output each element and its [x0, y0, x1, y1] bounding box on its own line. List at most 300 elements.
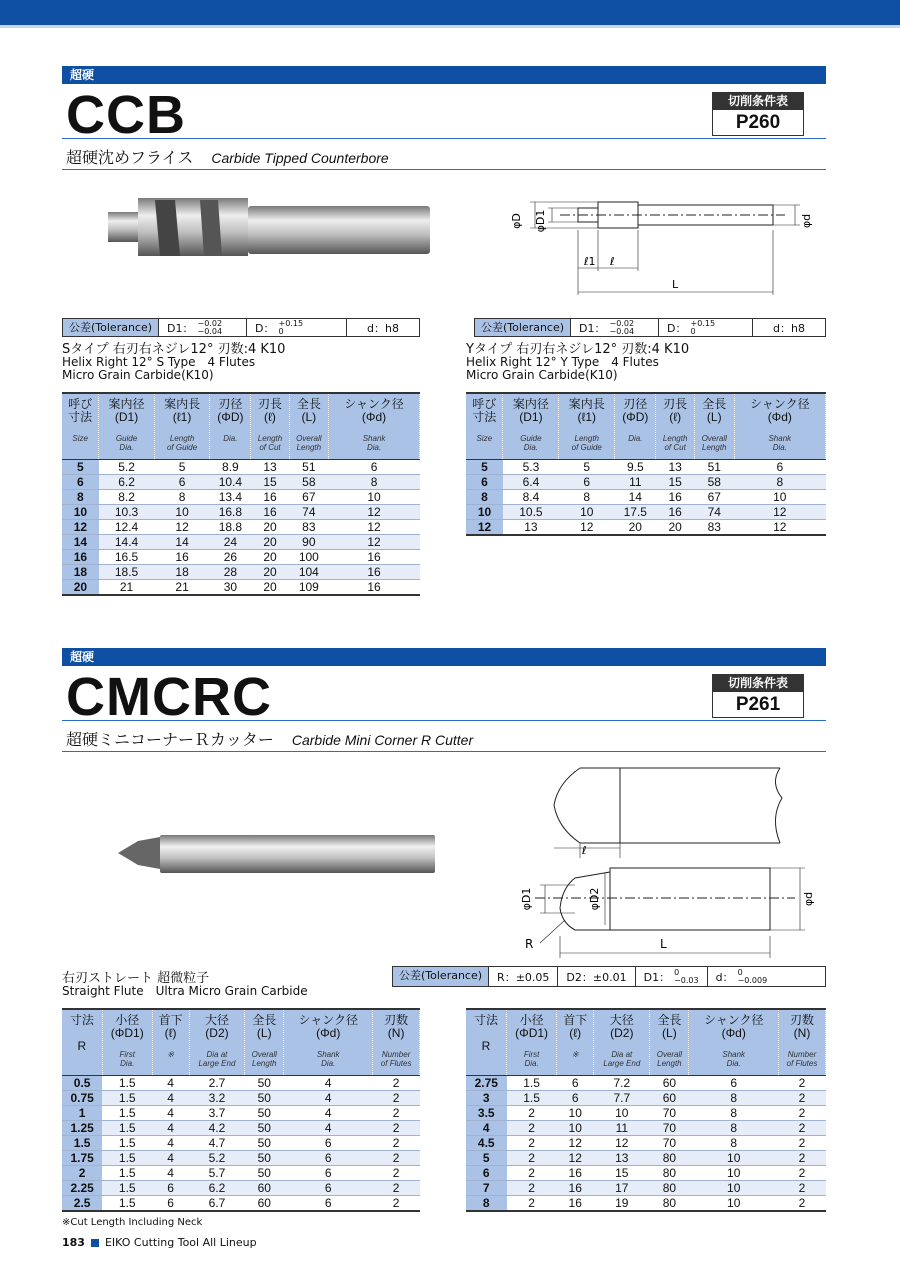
top-banner — [0, 0, 900, 28]
size-cell: 8 — [62, 489, 99, 504]
value-cell: 20 — [251, 549, 289, 564]
value-cell: 5.7 — [189, 1165, 245, 1180]
value-cell: 2 — [779, 1120, 826, 1135]
value-cell: 4 — [284, 1105, 373, 1120]
value-cell: 10 — [689, 1165, 779, 1180]
value-cell: 2 — [507, 1105, 557, 1120]
divider — [62, 720, 826, 721]
value-cell: 4 — [284, 1090, 373, 1105]
value-cell: 18.5 — [99, 564, 155, 579]
cutting-conditions-cmcrc[interactable] — [712, 674, 804, 718]
value-cell: 11 — [615, 474, 656, 489]
size-cell: 2.5 — [62, 1195, 102, 1211]
value-cell: 21 — [154, 579, 210, 595]
value-cell: 20 — [615, 519, 656, 535]
value-cell: 4 — [152, 1105, 189, 1120]
size-cell: 0.75 — [62, 1090, 102, 1105]
column-header: 全長 (L) Overall Length — [289, 393, 329, 459]
value-cell: 50 — [245, 1075, 284, 1090]
cond-head: 切削条件表 — [713, 93, 803, 110]
value-cell: 13 — [594, 1150, 650, 1165]
tol-d: D： +0.15 0 — [247, 319, 347, 336]
value-cell: 30 — [210, 579, 251, 595]
value-cell: 11 — [594, 1120, 650, 1135]
tolerance-bar-s — [62, 318, 420, 337]
table-row — [62, 1090, 420, 1105]
label-phiD: φD — [510, 213, 523, 229]
value-cell: 28 — [210, 564, 251, 579]
column-header: 大径 (D2) Dia at Large End — [189, 1009, 245, 1075]
size-cell: 10 — [466, 504, 503, 519]
value-cell: 12 — [557, 1150, 594, 1165]
value-cell: 70 — [650, 1120, 689, 1135]
divider — [62, 751, 826, 752]
value-cell: 2 — [779, 1150, 826, 1165]
cutting-conditions-ccb[interactable] — [712, 92, 804, 136]
table-row — [62, 1135, 420, 1150]
subtitle-en: Carbide Mini Corner R Cutter — [291, 732, 474, 748]
table-row — [466, 504, 826, 519]
value-cell: 10 — [594, 1105, 650, 1120]
value-cell: 1.5 — [102, 1105, 152, 1120]
value-cell: 10 — [329, 489, 420, 504]
value-cell: 1.5 — [102, 1075, 152, 1090]
value-cell: 50 — [245, 1120, 284, 1135]
value-cell: 10.3 — [99, 504, 155, 519]
value-cell: 1.5 — [102, 1090, 152, 1105]
value-cell: 10 — [689, 1180, 779, 1195]
column-header: 寸法 R — [466, 1009, 507, 1075]
size-cell: 1.75 — [62, 1150, 102, 1165]
size-cell: 12 — [62, 519, 99, 534]
value-cell: 16 — [251, 504, 289, 519]
column-header: 全長 (L) Overall Length — [245, 1009, 284, 1075]
value-cell: 10 — [689, 1195, 779, 1211]
value-cell: 13 — [656, 459, 694, 474]
value-cell: 60 — [650, 1090, 689, 1105]
value-cell: 4 — [152, 1075, 189, 1090]
label-l: ℓ — [582, 844, 587, 857]
page-footer — [62, 1236, 257, 1249]
table-row — [466, 1195, 826, 1211]
table-row — [62, 519, 420, 534]
value-cell: 2 — [507, 1135, 557, 1150]
size-cell: 2.25 — [62, 1180, 102, 1195]
table-row — [466, 1150, 826, 1165]
size-cell: 4.5 — [466, 1135, 507, 1150]
column-header: 全長 (L) Overall Length — [650, 1009, 689, 1075]
subtitle-ccb — [66, 145, 389, 168]
table-row — [62, 474, 420, 489]
value-cell: 20 — [251, 519, 289, 534]
value-cell: 6 — [329, 459, 420, 474]
size-cell: 8 — [466, 1195, 507, 1211]
size-cell: 12 — [466, 519, 503, 535]
value-cell: 20 — [251, 564, 289, 579]
subtitle-en: Carbide Tipped Counterbore — [211, 150, 389, 166]
value-cell: 100 — [289, 549, 329, 564]
value-cell: 8 — [154, 489, 210, 504]
table-row — [62, 1120, 420, 1135]
tol-d: D： +0.15 0 — [659, 319, 753, 336]
label-phiD1: φD1 — [520, 887, 533, 911]
column-header: 首下 (ℓ) ※ — [152, 1009, 189, 1075]
size-cell: 14 — [62, 534, 99, 549]
value-cell: 14 — [154, 534, 210, 549]
table-row — [62, 489, 420, 504]
value-cell: 1.5 — [102, 1120, 152, 1135]
subtitle-jp: 超硬ミニコーナーＲカッター — [66, 730, 274, 749]
value-cell: 2 — [373, 1135, 420, 1150]
value-cell: 2 — [373, 1180, 420, 1195]
value-cell: 80 — [650, 1165, 689, 1180]
value-cell: 6 — [152, 1180, 189, 1195]
column-header: 案内長 (ℓ1) Length of Guide — [154, 393, 210, 459]
column-header: 呼び 寸法 Size — [466, 393, 503, 459]
value-cell: 50 — [245, 1105, 284, 1120]
value-cell: 21 — [99, 579, 155, 595]
value-cell: 70 — [650, 1105, 689, 1120]
column-header: 案内長 (ℓ1) Length of Guide — [559, 393, 615, 459]
value-cell: 60 — [245, 1180, 284, 1195]
size-cell: 1 — [62, 1105, 102, 1120]
tol-shank: d：h8 — [367, 321, 399, 335]
column-header: 刃数 (N) Number of Flutes — [373, 1009, 420, 1075]
value-cell: 13 — [503, 519, 559, 535]
value-cell: 14 — [615, 489, 656, 504]
tol-shank: d：h8 — [773, 321, 805, 335]
value-cell: 2 — [373, 1105, 420, 1120]
value-cell: 14.4 — [99, 534, 155, 549]
value-cell: 2 — [373, 1195, 420, 1211]
divider — [62, 138, 826, 139]
value-cell: 104 — [289, 564, 329, 579]
section-label-ccb: 超硬 — [62, 66, 826, 84]
value-cell: 2 — [779, 1105, 826, 1120]
table-row — [466, 459, 826, 474]
value-cell: 4.2 — [189, 1120, 245, 1135]
value-cell: 74 — [694, 504, 734, 519]
tol-r: R：±0.05 — [489, 967, 558, 986]
value-cell: 15 — [594, 1165, 650, 1180]
value-cell: 6.7 — [189, 1195, 245, 1211]
table-row — [62, 579, 420, 595]
tol-d1: D1： 0 −0.03 — [636, 967, 708, 986]
table-row — [62, 1150, 420, 1165]
value-cell: 10 — [689, 1150, 779, 1165]
label-L: L — [672, 278, 679, 291]
value-cell: 8 — [329, 474, 420, 489]
value-cell: 5 — [559, 459, 615, 474]
value-cell: 13 — [251, 459, 289, 474]
value-cell: 6.2 — [189, 1180, 245, 1195]
footer-square-icon — [91, 1239, 99, 1247]
column-header: 刃長 (ℓ) Length of Cut — [251, 393, 289, 459]
tolerance-bar-cmcrc — [392, 966, 826, 987]
value-cell: 50 — [245, 1135, 284, 1150]
value-cell: 12 — [329, 519, 420, 534]
value-cell: 60 — [245, 1195, 284, 1211]
value-cell: 2 — [373, 1075, 420, 1090]
tol-d: d： 0 −0.009 — [715, 967, 768, 985]
value-cell: 80 — [650, 1150, 689, 1165]
value-cell: 4 — [152, 1090, 189, 1105]
table-row — [62, 534, 420, 549]
value-cell: 8 — [689, 1090, 779, 1105]
value-cell: 2 — [779, 1075, 826, 1090]
value-cell: 4 — [152, 1135, 189, 1150]
column-header: 刃数 (N) Number of Flutes — [779, 1009, 826, 1075]
size-cell: 3.5 — [466, 1105, 507, 1120]
value-cell: 4 — [284, 1120, 373, 1135]
value-cell: 6 — [557, 1075, 594, 1090]
value-cell: 12 — [734, 504, 825, 519]
value-cell: 6 — [559, 474, 615, 489]
value-cell: 12 — [734, 519, 825, 535]
value-cell: 1.5 — [102, 1135, 152, 1150]
tol-d1: D1： −0.02 −0.04 — [571, 319, 659, 336]
value-cell: 13.4 — [210, 489, 251, 504]
column-header: 案内径 (D1) Guide Dia. — [503, 393, 559, 459]
table-row — [466, 519, 826, 535]
label-phiD2: φD2 — [588, 887, 601, 911]
value-cell: 83 — [694, 519, 734, 535]
value-cell: 8.2 — [99, 489, 155, 504]
value-cell: 6 — [284, 1180, 373, 1195]
value-cell: 8.4 — [503, 489, 559, 504]
value-cell: 12 — [329, 534, 420, 549]
tol-label: 公差(Tolerance) — [475, 319, 571, 336]
divider — [62, 169, 826, 170]
column-header: 刃長 (ℓ) Length of Cut — [656, 393, 694, 459]
column-header: 刃径 (ΦD) Dia. — [210, 393, 251, 459]
value-cell: 12 — [594, 1135, 650, 1150]
value-cell: 8 — [559, 489, 615, 504]
value-cell: 10 — [559, 504, 615, 519]
value-cell: 6 — [284, 1195, 373, 1211]
value-cell: 5.2 — [189, 1150, 245, 1165]
size-cell: 3 — [466, 1090, 507, 1105]
table-row — [466, 1180, 826, 1195]
value-cell: 10 — [557, 1105, 594, 1120]
size-cell: 6 — [466, 1165, 507, 1180]
value-cell: 4.7 — [189, 1135, 245, 1150]
value-cell: 19 — [594, 1195, 650, 1211]
value-cell: 1.5 — [102, 1150, 152, 1165]
value-cell: 16.8 — [210, 504, 251, 519]
column-header: シャンク径 (Φd) Shank Dia. — [689, 1009, 779, 1075]
value-cell: 18.8 — [210, 519, 251, 534]
value-cell: 2 — [373, 1150, 420, 1165]
product-title-ccb: CCB — [66, 85, 186, 145]
column-header: 全長 (L) Overall Length — [694, 393, 734, 459]
value-cell: 2 — [779, 1165, 826, 1180]
column-header: シャンク径 (Φd) Shank Dia. — [284, 1009, 373, 1075]
table-row — [62, 459, 420, 474]
size-cell: 5 — [62, 459, 99, 474]
label-phiD1: φD1 — [534, 209, 547, 233]
value-cell: 2 — [779, 1195, 826, 1211]
page-number: 183 — [62, 1236, 85, 1249]
value-cell: 6 — [557, 1090, 594, 1105]
table-row — [62, 1195, 420, 1211]
value-cell: 51 — [694, 459, 734, 474]
value-cell: 6.2 — [99, 474, 155, 489]
value-cell: 16 — [557, 1180, 594, 1195]
value-cell: 58 — [694, 474, 734, 489]
value-cell: 12 — [557, 1135, 594, 1150]
value-cell: 60 — [650, 1075, 689, 1090]
value-cell: 10.4 — [210, 474, 251, 489]
value-cell: 7.2 — [594, 1075, 650, 1090]
cmcrc-tool-image — [110, 825, 440, 885]
value-cell: 1.5 — [507, 1090, 557, 1105]
value-cell: 5 — [154, 459, 210, 474]
value-cell: 16 — [557, 1195, 594, 1211]
value-cell: 6 — [284, 1165, 373, 1180]
value-cell: 6 — [284, 1150, 373, 1165]
label-R: R — [525, 937, 534, 951]
value-cell: 4 — [152, 1165, 189, 1180]
value-cell: 4 — [152, 1150, 189, 1165]
size-cell: 5 — [466, 1150, 507, 1165]
table-row — [466, 489, 826, 504]
tol-d1: D1： −0.02 −0.04 — [159, 319, 247, 336]
value-cell: 16.5 — [99, 549, 155, 564]
value-cell: 58 — [289, 474, 329, 489]
cond-head: 切削条件表 — [713, 675, 803, 692]
value-cell: 2 — [507, 1195, 557, 1211]
column-header: 小径 (ΦD1) First Dia. — [102, 1009, 152, 1075]
size-cell: 1.25 — [62, 1120, 102, 1135]
value-cell: 10 — [734, 489, 825, 504]
value-cell: 3.7 — [189, 1105, 245, 1120]
column-header: 刃径 (ΦD) Dia. — [615, 393, 656, 459]
section-label-cmcrc: 超硬 — [62, 648, 826, 666]
value-cell: 83 — [289, 519, 329, 534]
size-cell: 2.75 — [466, 1075, 507, 1090]
value-cell: 1.5 — [102, 1180, 152, 1195]
value-cell: 12 — [329, 504, 420, 519]
value-cell: 3.2 — [189, 1090, 245, 1105]
column-header: シャンク径 (Φd) Shank Dia. — [734, 393, 825, 459]
table-row — [62, 1165, 420, 1180]
size-cell: 20 — [62, 579, 99, 595]
value-cell: 6.4 — [503, 474, 559, 489]
column-header: 首下 (ℓ) ※ — [557, 1009, 594, 1075]
label-l: ℓ — [610, 255, 615, 268]
size-cell: 16 — [62, 549, 99, 564]
value-cell: 50 — [245, 1165, 284, 1180]
value-cell: 9.5 — [615, 459, 656, 474]
spec-cmcrc: 右刃ストレート 超微粒子 Straight Flute Ultra Micro Grain Carbide — [62, 971, 308, 998]
value-cell: 17.5 — [615, 504, 656, 519]
table-cmcrc-right — [466, 1008, 826, 1212]
value-cell: 8 — [734, 474, 825, 489]
value-cell: 10 — [557, 1120, 594, 1135]
column-header: 小径 (ΦD1) First Dia. — [507, 1009, 557, 1075]
spec-y-type: Yタイプ 右刃右ネジレ12° 刃数:4 K10 Helix Right 12° Y Type 4 Flutes Micro Grain Carbide(K10) — [466, 342, 690, 382]
footnote: ※Cut Length Including Neck — [62, 1217, 203, 1228]
value-cell: 8 — [689, 1120, 779, 1135]
ccb-dimension-diagram — [500, 185, 820, 300]
value-cell: 2 — [779, 1180, 826, 1195]
table-row — [466, 1135, 826, 1150]
tol-label: 公差(Tolerance) — [63, 319, 159, 336]
value-cell: 1.5 — [102, 1165, 152, 1180]
value-cell: 1.5 — [102, 1195, 152, 1211]
value-cell: 50 — [245, 1090, 284, 1105]
table-row — [466, 1090, 826, 1105]
column-header: 案内径 (D1) Guide Dia. — [99, 393, 155, 459]
value-cell: 12 — [154, 519, 210, 534]
label-phid: φd — [802, 891, 815, 907]
value-cell: 10 — [154, 504, 210, 519]
label-phid: φd — [800, 213, 813, 229]
table-row — [62, 564, 420, 579]
value-cell: 1.5 — [507, 1075, 557, 1090]
value-cell: 67 — [694, 489, 734, 504]
value-cell: 15 — [656, 474, 694, 489]
table-row — [62, 1105, 420, 1120]
value-cell: 8 — [689, 1105, 779, 1120]
value-cell: 16 — [656, 504, 694, 519]
value-cell: 2 — [507, 1180, 557, 1195]
value-cell: 7.7 — [594, 1090, 650, 1105]
table-row — [466, 1105, 826, 1120]
value-cell: 26 — [210, 549, 251, 564]
value-cell: 80 — [650, 1180, 689, 1195]
table-row — [62, 504, 420, 519]
column-header: 大径 (D2) Dia at Large End — [594, 1009, 650, 1075]
table-row — [466, 1165, 826, 1180]
size-cell: 6 — [62, 474, 99, 489]
value-cell: 5.3 — [503, 459, 559, 474]
product-title-cmcrc: CMCRC — [66, 667, 272, 727]
value-cell: 8.9 — [210, 459, 251, 474]
footer-text: EIKO Cutting Tool All Lineup — [104, 1236, 257, 1249]
value-cell: 2 — [373, 1165, 420, 1180]
column-header: 寸法 R — [62, 1009, 102, 1075]
size-cell: 18 — [62, 564, 99, 579]
size-cell: 7 — [466, 1180, 507, 1195]
value-cell: 18 — [154, 564, 210, 579]
value-cell: 2 — [779, 1135, 826, 1150]
size-cell: 0.5 — [62, 1075, 102, 1090]
value-cell: 10.5 — [503, 504, 559, 519]
table-ccb-s-type — [62, 392, 420, 596]
value-cell: 90 — [289, 534, 329, 549]
value-cell: 24 — [210, 534, 251, 549]
table-row — [62, 1180, 420, 1195]
value-cell: 2 — [779, 1090, 826, 1105]
value-cell: 4 — [152, 1120, 189, 1135]
size-cell: 5 — [466, 459, 503, 474]
value-cell: 6 — [689, 1075, 779, 1090]
subtitle-cmcrc — [66, 727, 473, 750]
value-cell: 12 — [559, 519, 615, 535]
value-cell: 2 — [507, 1150, 557, 1165]
value-cell: 67 — [289, 489, 329, 504]
table-row — [62, 1075, 420, 1090]
value-cell: 6 — [154, 474, 210, 489]
table-cmcrc-left — [62, 1008, 420, 1212]
value-cell: 20 — [251, 534, 289, 549]
column-header: 呼び 寸法 Size — [62, 393, 99, 459]
value-cell: 2 — [507, 1120, 557, 1135]
ccb-tool-image — [100, 190, 440, 270]
size-cell: 1.5 — [62, 1135, 102, 1150]
